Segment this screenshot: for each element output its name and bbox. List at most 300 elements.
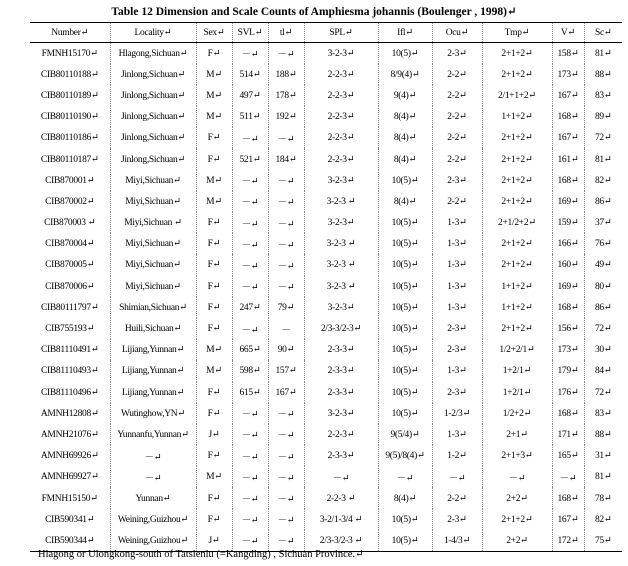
table-cell: 3-2-3↵ <box>304 170 378 191</box>
table-cell: 2+1+3↵ <box>482 445 552 466</box>
table-cell: 2+1/2+2↵ <box>482 212 552 233</box>
table-cell: 2+2↵ <box>482 487 552 508</box>
table-cell: M↵ <box>196 170 232 191</box>
table-cell: M↵ <box>196 64 232 85</box>
table-cell: －↵ <box>268 212 304 233</box>
table-cell: 1+1+2↵ <box>482 297 552 318</box>
table-cell: F↵ <box>196 276 232 297</box>
table-cell: 2+1+2↵ <box>482 191 552 212</box>
table-cell: 2-2-3↵ <box>304 127 378 148</box>
table-row <box>30 212 622 233</box>
table-cell: 2+1+2↵ <box>482 64 552 85</box>
table-cell: 2-3-3↵ <box>304 382 378 403</box>
table-cell: 167↵ <box>268 382 304 403</box>
column-header: Tmp↵ <box>482 23 552 43</box>
table-cell: Jinlong,Sichuan↵ <box>110 64 196 85</box>
table-cell: 2-3-3↵ <box>304 339 378 360</box>
table-cell: Miyi,Sichuan ↵ <box>110 212 196 233</box>
column-header: tl↵ <box>268 23 304 43</box>
table-cell: 3-2-3 ↵ <box>304 191 378 212</box>
table-cell: CIB80110187↵ <box>30 148 110 169</box>
table-cell: 2/3-3/2-3 ↵ <box>304 530 378 551</box>
table-cell: －↵ <box>232 233 268 254</box>
table-cell: Yunnan↵ <box>110 487 196 508</box>
table-cell: F↵ <box>196 233 232 254</box>
table-cell: F↵ <box>196 487 232 508</box>
table-cell: 72↵ <box>594 387 612 398</box>
table-cell: 168↵ <box>552 297 584 318</box>
table-cell: 2-2-3↵ <box>304 106 378 127</box>
table-cell: 158↵ <box>552 43 584 64</box>
table-cell: 2-3↵ <box>432 382 482 403</box>
table-cell: 86↵ <box>594 302 612 313</box>
table-row <box>30 43 622 64</box>
table-row <box>30 148 622 169</box>
table-cell: CIB590341↵ <box>30 509 110 530</box>
column-header: Locality↵ <box>110 23 196 43</box>
table-cell: －↵ <box>268 466 304 487</box>
table-row <box>30 360 622 381</box>
table-cell: F↵ <box>196 127 232 148</box>
table-row <box>30 276 622 297</box>
table-cell: －↵ <box>268 530 304 551</box>
table-cell: 156↵ <box>552 318 584 339</box>
table-cell: 1-3↵ <box>432 233 482 254</box>
table-cell: 511↵ <box>232 106 268 127</box>
table-cell: 1-2↵ <box>432 445 482 466</box>
table-cell: －↵ <box>268 170 304 191</box>
column-header: V↵ <box>552 23 584 43</box>
table-cell: FMNH15150↵ <box>30 487 110 508</box>
table-cell: 2-3-3↵ <box>304 445 378 466</box>
column-header: Ifl↵ <box>378 23 432 43</box>
table-cell: 1-3↵ <box>432 297 482 318</box>
table-cell: －↵ <box>268 233 304 254</box>
table-cell: FMNH15170↵ <box>30 43 110 64</box>
table-row <box>30 509 622 530</box>
table-cell: －↵ <box>552 466 584 487</box>
table-cell: 31↵ <box>594 451 612 462</box>
table-cell: 78↵ <box>594 493 612 504</box>
table-cell: 2-3↵ <box>432 339 482 360</box>
table-cell: －↵ <box>268 254 304 275</box>
table-cell: －↵ <box>268 424 304 445</box>
table-cell: 10(5)↵ <box>378 509 432 530</box>
table-cell: －↵ <box>232 424 268 445</box>
table-cell: 82↵ <box>594 175 612 186</box>
table-row <box>30 191 622 212</box>
table-cell: F↵ <box>196 403 232 424</box>
table-cell: 166↵ <box>552 233 584 254</box>
table-cell: F↵ <box>196 43 232 64</box>
table-cell: 1+2/1↵ <box>482 360 552 381</box>
table-row <box>30 106 622 127</box>
table-cell: 2+1+2↵ <box>482 254 552 275</box>
table-cell: Lijiang,Yunnan↵ <box>110 382 196 403</box>
table-cell: 81↵ <box>594 472 612 483</box>
table-cell: 8(4)↵ <box>378 106 432 127</box>
table-cell: 172↵ <box>552 530 584 551</box>
table-cell: 9(4)↵ <box>378 85 432 106</box>
table-cell: 2-2-3↵ <box>304 64 378 85</box>
table-row <box>30 466 622 487</box>
table-cell: Jinlong,Sichuan↵ <box>110 148 196 169</box>
table-cell: Jinlong,Sichuan↵ <box>110 106 196 127</box>
table-cell: 188↵ <box>268 64 304 85</box>
table-cell: 1-3↵ <box>432 424 482 445</box>
table-cell: 10(5)↵ <box>378 254 432 275</box>
table-cell: Miyi,Sichuan↵ <box>110 191 196 212</box>
table-cell: CIB81110491↵ <box>30 339 110 360</box>
table-cell: 178↵ <box>268 85 304 106</box>
table-cell: 10(5)↵ <box>378 318 432 339</box>
table-cell: CIB80110189↵ <box>30 85 110 106</box>
table-cell: 168↵ <box>552 106 584 127</box>
column-header: SVL↵ <box>232 23 268 43</box>
table-cell: CIB80110190↵ <box>30 106 110 127</box>
table-cell: 10(5)↵ <box>378 339 432 360</box>
table-cell: 2+1↵ <box>482 424 552 445</box>
table-cell: 1+1+2↵ <box>482 106 552 127</box>
table-title: Table 12 Dimension and Scale Counts of Amphiesma johannis (Boulenger , 1998)↵ <box>111 6 517 18</box>
column-header: Number↵ <box>30 23 110 43</box>
table-cell: Huili,Sichuan↵ <box>110 318 196 339</box>
table-cell: 79↵ <box>268 297 304 318</box>
table-row <box>30 85 622 106</box>
table-cell: 81↵ <box>594 154 612 165</box>
table-cell: 10(5)↵ <box>378 382 432 403</box>
table-cell: －↵ <box>268 127 304 148</box>
table-cell: 1-4/3↵ <box>432 530 482 551</box>
table-cell: －↵ <box>232 276 268 297</box>
table-cell: 2+2↵ <box>482 530 552 551</box>
table-cell: 83↵ <box>594 408 612 419</box>
table-row <box>30 403 622 424</box>
table-cell: 2-2↵ <box>432 64 482 85</box>
table-cell: 88↵ <box>594 429 612 440</box>
table-cell: －↵ <box>378 466 432 487</box>
table-row <box>30 487 622 508</box>
table-cell: Miyi,Sichuan↵ <box>110 233 196 254</box>
table-cell: 1-3↵ <box>432 212 482 233</box>
table-cell: F↵ <box>196 382 232 403</box>
table-row <box>30 127 622 148</box>
table-cell: 247↵ <box>232 297 268 318</box>
table-cell: AMNH12808↵ <box>30 403 110 424</box>
table-cell: F↵ <box>196 445 232 466</box>
table-cell: 2+1+2↵ <box>482 43 552 64</box>
table-cell: 10(5)↵ <box>378 43 432 64</box>
table-cell: 3-2-3↵ <box>304 403 378 424</box>
table-cell: 86↵ <box>594 196 612 207</box>
table-cell: J↵ <box>196 424 232 445</box>
table-cell: F↵ <box>196 254 232 275</box>
table-cell: 10(5)↵ <box>378 233 432 254</box>
table-cell: －↵ <box>482 466 552 487</box>
table-cell: －↵ <box>232 403 268 424</box>
table-cell: －↵ <box>232 254 268 275</box>
table-cell: Miyi,Sichuan↵ <box>110 254 196 275</box>
table-cell: M↵ <box>196 191 232 212</box>
table-cell: 2-3↵ <box>432 170 482 191</box>
table-cell: 160↵ <box>552 254 584 275</box>
table-cell: 1-3↵ <box>432 276 482 297</box>
table-cell: Weining,Guizhou↵ <box>110 530 196 551</box>
table-cell: 49↵ <box>594 260 612 271</box>
table-cell: CIB870004↵ <box>30 233 110 254</box>
table-cell: F↵ <box>196 297 232 318</box>
table-cell: CIB870003 ↵ <box>30 212 110 233</box>
table-cell: F↵ <box>196 318 232 339</box>
table-cell: －↵ <box>232 191 268 212</box>
table-cell: 72↵ <box>594 133 612 144</box>
table-cell: CIB80111797↵ <box>30 297 110 318</box>
table-cell: －↵ <box>232 43 268 64</box>
table-cell: －↵ <box>268 403 304 424</box>
table-cell: 615↵ <box>232 382 268 403</box>
table-cell: CIB870005↵ <box>30 254 110 275</box>
table-cell: 176↵ <box>552 382 584 403</box>
table-cell: 9(5/4)↵ <box>378 424 432 445</box>
table-cell: 3-2-3↵ <box>304 43 378 64</box>
table-cell: 173↵ <box>552 339 584 360</box>
table-cell: 521↵ <box>232 148 268 169</box>
table-cell: 2-2↵ <box>432 191 482 212</box>
column-header: SPL↵ <box>304 23 378 43</box>
table-cell: F↵ <box>196 509 232 530</box>
table-cell: 8(4)↵ <box>378 148 432 169</box>
table-cell: CIB81110493↵ <box>30 360 110 381</box>
table-cell: －↵ <box>268 487 304 508</box>
table-cell: 167↵ <box>552 127 584 148</box>
table-cell: 168↵ <box>552 170 584 191</box>
table-cell: 171↵ <box>552 424 584 445</box>
table-cell: CIB80110186↵ <box>30 127 110 148</box>
table-cell: －↵ <box>268 276 304 297</box>
table-cell: －↵ <box>232 445 268 466</box>
table-cell: Lijiang,Yunnan↵ <box>110 360 196 381</box>
table-cell: 3-2-3 ↵ <box>304 276 378 297</box>
table-cell: Wutinghow,YN↵ <box>110 403 196 424</box>
table-cell: 75↵ <box>584 530 622 551</box>
table-row <box>30 170 622 191</box>
table-cell: 10(5)↵ <box>378 360 432 381</box>
table-cell: 169↵ <box>552 276 584 297</box>
table-cell: 72↵ <box>594 324 612 335</box>
table-cell: －↵ <box>232 212 268 233</box>
table-cell: 10(5)↵ <box>378 403 432 424</box>
table-cell: J↵ <box>196 530 232 551</box>
table-cell: 9(5)/8(4)↵ <box>378 445 432 466</box>
table-cell: 2-3↵ <box>432 318 482 339</box>
table-cell: Yunnanfu,Yunnan↵ <box>110 424 196 445</box>
table-cell: 82↵ <box>594 514 612 525</box>
data-table <box>30 22 622 552</box>
table-cell: AMNH69927↵ <box>30 466 110 487</box>
table-cell: 2+1+2↵ <box>482 318 552 339</box>
table-cell: 2-2-3 ↵ <box>304 487 378 508</box>
table-cell: M↵ <box>196 85 232 106</box>
table-cell: 2-2↵ <box>432 85 482 106</box>
table-cell: 3-2-3 ↵ <box>304 254 378 275</box>
table-cell: 184↵ <box>268 148 304 169</box>
table-cell: 2-2-3↵ <box>304 85 378 106</box>
table-cell: 1-3↵ <box>432 360 482 381</box>
table-cell: 192↵ <box>268 106 304 127</box>
table-cell: 1+2/1↵ <box>482 382 552 403</box>
table-cell: －↵ <box>268 191 304 212</box>
table-cell: 159↵ <box>552 212 584 233</box>
table-cell: F↵ <box>196 212 232 233</box>
table-cell: －↵ <box>232 530 268 551</box>
table-cell: 2-2↵ <box>432 487 482 508</box>
table-cell: CIB590344↵ <box>30 530 110 551</box>
table-cell: 2-2-3↵ <box>304 424 378 445</box>
table-cell: －↵ <box>232 487 268 508</box>
table-row <box>30 297 622 318</box>
table-cell: 2/3-3/2-3↵ <box>304 318 378 339</box>
table-footnote: Hlagong or Ulongkong-south of Tatsienlu (=Kangding) , Sichuan Province.↵ <box>38 549 364 560</box>
table-cell: 2+1+2↵ <box>482 509 552 530</box>
table-cell: 84↵ <box>594 366 612 377</box>
table-cell: 2/1+1+2↵ <box>482 85 552 106</box>
table-cell: 3-2/1-3/4 ↵ <box>304 509 378 530</box>
table-cell: 2-2↵ <box>432 148 482 169</box>
table-cell: －↵ <box>432 466 482 487</box>
table-cell: 1-2/3↵ <box>432 403 482 424</box>
table-row <box>30 445 622 466</box>
table-cell: －↵ <box>232 466 268 487</box>
table-cell: 2-3↵ <box>432 43 482 64</box>
table-cell: 157↵ <box>268 360 304 381</box>
table-cell: M↵ <box>196 339 232 360</box>
table-cell: 8/9(4)↵ <box>378 64 432 85</box>
table-cell: AMNH21076↵ <box>30 424 110 445</box>
table-cell: Weining,Guizhou↵ <box>110 509 196 530</box>
table-cell: 167↵ <box>552 85 584 106</box>
table-cell: 173↵ <box>552 64 584 85</box>
table-cell: －↵ <box>232 170 268 191</box>
column-header: Ocu↵ <box>432 23 482 43</box>
table-cell: 37↵ <box>594 218 612 229</box>
table-cell: M↵ <box>196 106 232 127</box>
table-cell: 2+1+2↵ <box>482 233 552 254</box>
table-cell: 2+1+2↵ <box>482 170 552 191</box>
table-cell: 8(4)↵ <box>378 487 432 508</box>
table-cell: 80↵ <box>594 281 612 292</box>
column-header: Sc↵ <box>584 23 622 43</box>
table-cell: CIB870001↵ <box>30 170 110 191</box>
table-row <box>30 382 622 403</box>
table-cell: 2-2↵ <box>432 106 482 127</box>
table-cell: 665↵ <box>232 339 268 360</box>
table-cell: 10(5)↵ <box>378 297 432 318</box>
table-cell: －↵ <box>268 43 304 64</box>
table-cell: 165↵ <box>552 445 584 466</box>
table-cell: 2-2-3↵ <box>304 148 378 169</box>
table-cell: Jinlong,Sichuan↵ <box>110 85 196 106</box>
table-row <box>30 233 622 254</box>
table-cell: －↵ <box>110 445 196 466</box>
table-cell: －↵ <box>232 509 268 530</box>
column-header: Sex↵ <box>196 23 232 43</box>
table-cell: 179↵ <box>552 360 584 381</box>
table-cell: －↵ <box>110 466 196 487</box>
table-cell: 161↵ <box>552 148 584 169</box>
table-cell: CIB755193↵ <box>30 318 110 339</box>
table-cell: 167↵ <box>552 509 584 530</box>
table-cell: 514↵ <box>232 64 268 85</box>
table-cell: 10(5)↵ <box>378 530 432 551</box>
table-row <box>30 254 622 275</box>
table-cell: 1-3↵ <box>432 254 482 275</box>
table-cell: －↵ <box>232 318 268 339</box>
table-cell: 598↵ <box>232 360 268 381</box>
table-cell: AMNH69926↵ <box>30 445 110 466</box>
table-cell: 168↵ <box>552 487 584 508</box>
table-cell: 168↵ <box>552 403 584 424</box>
table-cell: CIB80110188↵ <box>30 64 110 85</box>
table-cell: 169↵ <box>552 191 584 212</box>
table-row <box>30 318 622 339</box>
table-cell: －↵ <box>232 127 268 148</box>
table-cell: 76↵ <box>594 239 612 250</box>
header-row <box>30 23 622 43</box>
table-cell: 10(5)↵ <box>378 212 432 233</box>
table-cell: － <box>268 318 304 339</box>
table-cell: 3-2-3↵ <box>304 212 378 233</box>
table-cell: CIB870006↵ <box>30 276 110 297</box>
table-cell: F↵ <box>196 148 232 169</box>
table-cell: －↵ <box>268 445 304 466</box>
table-row <box>30 424 622 445</box>
table-cell: 1/2+2/1↵ <box>482 339 552 360</box>
table-cell: 90↵ <box>268 339 304 360</box>
table-cell: 497↵ <box>232 85 268 106</box>
table-cell: 3-2-3 ↵ <box>304 233 378 254</box>
table-body <box>30 43 622 552</box>
table-cell: 1+1+2↵ <box>482 276 552 297</box>
table-cell: 83↵ <box>594 90 612 101</box>
table-cell: CIB81110496↵ <box>30 382 110 403</box>
table-cell: 89↵ <box>594 112 612 123</box>
table-cell: 2-3↵ <box>432 509 482 530</box>
table-cell: 10(5)↵ <box>378 170 432 191</box>
table-cell: 3-2-3↵ <box>304 297 378 318</box>
table-cell: 1/2+2↵ <box>482 403 552 424</box>
table-cell: 2-3-3↵ <box>304 360 378 381</box>
table-row <box>30 64 622 85</box>
table-cell: －↵ <box>304 466 378 487</box>
table-cell: Shimian,Sichuan↵ <box>110 297 196 318</box>
table-cell: 2-2↵ <box>432 127 482 148</box>
table-cell: Hlagong,Sichuan↵ <box>110 43 196 64</box>
table-cell: 2+1+2↵ <box>482 127 552 148</box>
table-cell: Miyi,Sichuan↵ <box>110 276 196 297</box>
table-cell: 88↵ <box>594 69 612 80</box>
table-row <box>30 339 622 360</box>
table-cell: 10(5)↵ <box>378 276 432 297</box>
table-cell: －↵ <box>268 509 304 530</box>
table-cell: M↵ <box>196 466 232 487</box>
table-cell: 8(4)↵ <box>378 127 432 148</box>
table-cell: 8(4)↵ <box>378 191 432 212</box>
table-cell: 30↵ <box>594 345 612 356</box>
table-cell: Lijiang,Yunnan↵ <box>110 339 196 360</box>
table-cell: Jinlong,Sichuan↵ <box>110 127 196 148</box>
table-cell: M↵ <box>196 360 232 381</box>
table-cell: 2+1+2↵ <box>482 148 552 169</box>
